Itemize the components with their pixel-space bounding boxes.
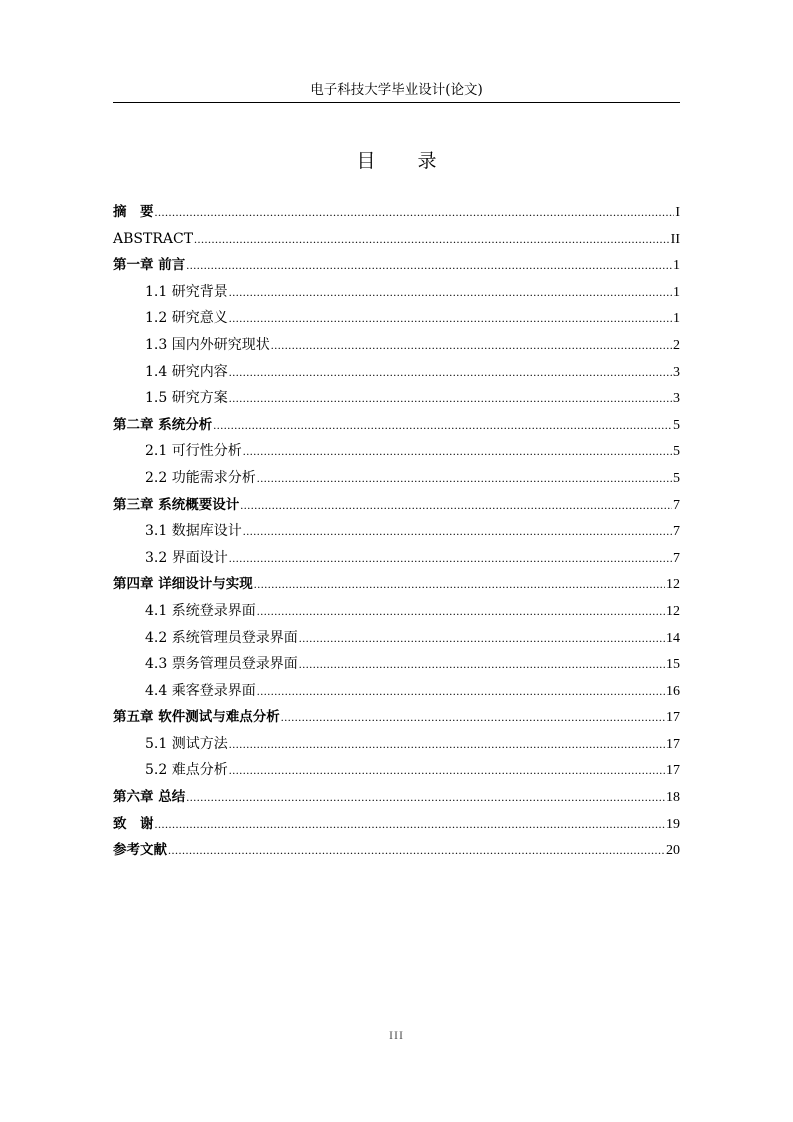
toc-leader-dots <box>257 465 672 492</box>
toc-leader-dots <box>229 757 665 784</box>
toc-entry-label: 第六章 总结 <box>113 789 186 806</box>
toc-leader-dots <box>243 438 672 465</box>
toc-entry-label: 4.4 乘客登录界面 <box>145 682 256 699</box>
toc-entry-page: I <box>675 205 680 220</box>
toc-leader-dots <box>186 252 672 279</box>
toc-entry-page: 17 <box>666 763 680 779</box>
toc-leader-dots <box>243 518 672 545</box>
toc-entry-label: ABSTRACT <box>113 230 194 247</box>
toc-entry-label: 参考文献 <box>113 842 167 859</box>
toc-entry-section-4-4[interactable] <box>113 678 680 705</box>
toc-entry-page: 20 <box>666 843 680 859</box>
toc-entry-label: 致 谢 <box>113 815 154 832</box>
toc-entry-label: 1.1 研究背景 <box>145 283 228 300</box>
toc-entry-chapter-3[interactable] <box>113 492 680 519</box>
toc-entry-references[interactable] <box>113 837 680 864</box>
toc-entry-section-5-2[interactable] <box>113 757 680 784</box>
toc-entry-label: 2.1 可行性分析 <box>145 443 242 460</box>
toc-entry-label: 2.2 功能需求分析 <box>145 469 256 486</box>
toc-entry-chapter-5[interactable] <box>113 704 680 731</box>
toc-leader-dots <box>229 385 672 412</box>
toc-entry-page: 12 <box>666 577 680 593</box>
toc-entry-chapter-1[interactable] <box>113 252 680 279</box>
toc-entry-label: 第一章 前言 <box>113 257 186 274</box>
toc-entry-section-1-1[interactable] <box>113 279 680 306</box>
toc-leader-dots <box>229 305 672 332</box>
toc-leader-dots <box>299 651 665 678</box>
toc-entry-section-2-1[interactable] <box>113 438 680 465</box>
toc-entry-page: 5 <box>673 444 680 460</box>
toc-entry-page: 17 <box>666 736 680 752</box>
toc-entry-label: 1.4 研究内容 <box>145 363 228 380</box>
toc-entry-section-1-2[interactable] <box>113 305 680 332</box>
toc-entry-label: 1.5 研究方案 <box>145 390 228 407</box>
toc-entry-label: 5.2 难点分析 <box>145 762 228 779</box>
toc-entry-label: 摘 要 <box>113 204 154 220</box>
page-header <box>113 80 680 103</box>
toc-entry-abstract-en[interactable] <box>113 226 680 253</box>
toc-entry-section-2-2[interactable] <box>113 465 680 492</box>
toc-leader-dots <box>168 837 665 864</box>
toc-entry-label: 4.1 系统登录界面 <box>145 602 256 619</box>
toc-leader-dots <box>194 226 670 253</box>
toc-entry-page: 15 <box>666 657 680 673</box>
toc-leader-dots <box>229 731 665 758</box>
toc-leader-dots <box>229 279 672 306</box>
toc-entry-label: 第五章 软件测试与难点分析 <box>113 709 280 726</box>
toc-entry-chapter-4[interactable] <box>113 571 680 598</box>
toc-entry-section-5-1[interactable] <box>113 731 680 758</box>
toc-leader-dots <box>186 784 665 811</box>
toc-entry-section-3-1[interactable] <box>113 518 680 545</box>
toc-entry-page: 2 <box>673 337 680 353</box>
toc-entry-page: 12 <box>666 603 680 619</box>
toc-entry-page: 16 <box>666 683 680 699</box>
toc-entry-section-3-2[interactable] <box>113 545 680 572</box>
toc-leader-dots <box>271 332 672 359</box>
toc-entry-label: 3.1 数据库设计 <box>145 523 242 540</box>
toc-entry-page: 19 <box>666 816 680 832</box>
table-of-contents <box>113 199 680 864</box>
toc-entry-acknowledgements[interactable] <box>113 811 680 838</box>
toc-entry-page: 7 <box>673 497 680 513</box>
header-title: 电子科技大学毕业设计(论文) <box>310 82 483 98</box>
toc-leader-dots <box>254 571 665 598</box>
toc-entry-page: 1 <box>673 311 680 327</box>
toc-entry-page: II <box>670 231 680 247</box>
toc-entry-page: 14 <box>666 630 680 646</box>
toc-entry-page: 17 <box>666 710 680 726</box>
toc-entry-chapter-6[interactable] <box>113 784 680 811</box>
page-number: III <box>389 1028 404 1042</box>
toc-entry-section-1-5[interactable] <box>113 385 680 412</box>
toc-entry-page: 3 <box>673 391 680 407</box>
toc-entry-page: 7 <box>673 550 680 566</box>
toc-entry-page: 1 <box>673 258 680 274</box>
toc-entry-chapter-2[interactable] <box>113 412 680 439</box>
toc-entry-abstract-cn[interactable] <box>113 199 680 226</box>
toc-leader-dots <box>240 492 672 519</box>
toc-leader-dots <box>155 811 666 838</box>
toc-entry-page: 5 <box>673 417 680 433</box>
toc-entry-label: 第三章 系统概要设计 <box>113 496 240 513</box>
toc-entry-label: 3.2 界面设计 <box>145 549 228 566</box>
toc-title: 目 录 <box>356 150 455 172</box>
toc-entry-label: 1.3 国内外研究现状 <box>145 336 270 353</box>
toc-entry-page: 18 <box>666 790 680 806</box>
toc-entry-section-1-3[interactable] <box>113 332 680 359</box>
toc-leader-dots <box>281 704 665 731</box>
toc-leader-dots <box>155 199 675 226</box>
toc-entry-label: 第二章 系统分析 <box>113 416 213 433</box>
toc-entry-label: 4.3 票务管理员登录界面 <box>145 656 298 673</box>
toc-leader-dots <box>257 598 665 625</box>
toc-entry-page: 5 <box>673 470 680 486</box>
toc-entry-section-4-3[interactable] <box>113 651 680 678</box>
toc-leader-dots <box>257 678 665 705</box>
toc-leader-dots <box>213 412 672 439</box>
toc-entry-section-4-1[interactable] <box>113 598 680 625</box>
toc-entry-label: 1.2 研究意义 <box>145 310 228 327</box>
toc-leader-dots <box>229 545 672 572</box>
toc-entry-page: 7 <box>673 524 680 540</box>
toc-entry-section-1-4[interactable] <box>113 359 680 386</box>
toc-leader-dots <box>299 625 665 652</box>
toc-entry-page: 3 <box>673 364 680 380</box>
toc-entry-label: 4.2 系统管理员登录界面 <box>145 629 298 646</box>
toc-entry-section-4-2[interactable] <box>113 625 680 652</box>
toc-leader-dots <box>229 359 672 386</box>
toc-entry-page: 1 <box>673 284 680 300</box>
toc-entry-label: 5.1 测试方法 <box>145 735 228 752</box>
toc-entry-label: 第四章 详细设计与实现 <box>113 576 253 593</box>
